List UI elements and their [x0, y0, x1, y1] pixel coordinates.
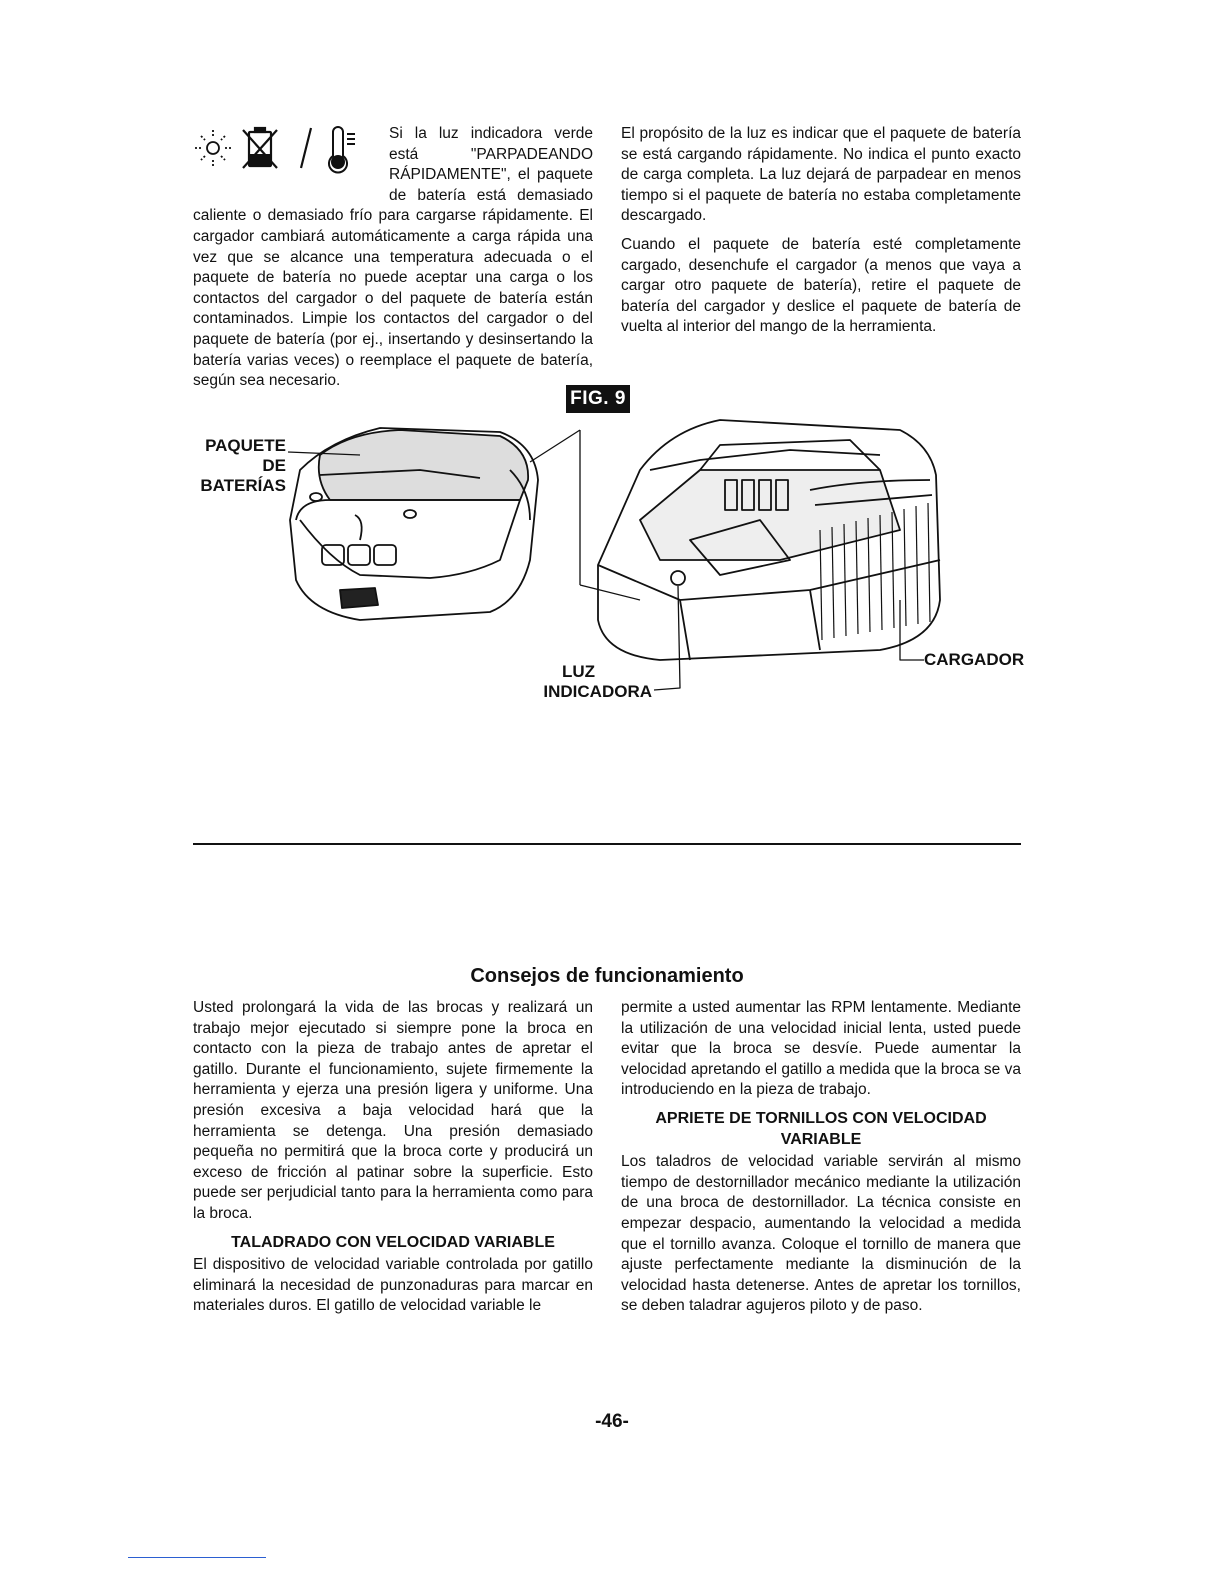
variable-speed-continuation-paragraph: permite a usted aumentar las RPM lentamente. Mediante la utilización de una velocidad inicial lenta, usted puede evitar que la broca se desvíe. Puede aumentar la velocidad apretando el gatillo a medida que la broca se va introduciendo en la pieza de trabajo.	[621, 999, 1021, 1099]
page-number: -46-	[595, 1411, 629, 1432]
section-divider	[193, 843, 1021, 845]
charger-label: CARGADOR	[924, 650, 1025, 669]
figure-illustration	[0, 0, 1224, 720]
battery-pack-label	[200, 436, 286, 496]
charger-blinking-explanation: Si la luz indicadora verde está "PARPADEANDO RÁPIDAMENTE", el paquete de batería está demasiado caliente o demasiado frío para cargarse rápidamente. El cargador cambiará automáticamente a carga rápida una vez que se alcance una temperatura adecuada o el paquete de batería no puede aceptar una carga o los contactos del cargador o del paquete de batería están contaminados. Limpie los contactos del cargador o del paquete de batería (por ej., insertando y desinsertando la batería varias veces) o reemplace el paquete de batería, según sea necesario.	[193, 125, 593, 390]
battery-pack-drawing	[290, 428, 538, 620]
bottom-left-column	[193, 998, 593, 1325]
operating-tips-paragraph: Usted prolongará la vida de las brocas y realizará un trabajo mejor ejecutado si siempre pone la broca en contacto con la pieza de trabajo antes de apretar el gatillo. Durante el funcionamiento, sujete firmemente la herramienta y ejerza una presión ligera y uniforme. Una presión excesiva a baja velocidad hará que la herramienta se detenga. Una presión demasiado pequeña no permitirá que la broca corte y producirá un exceso de fricción al patinar sobre la superficie. Esto puede ser perjudicial tanto para la herramienta como para la broca.	[193, 999, 593, 1222]
indicator-light-label-line2: INDICADORA	[543, 682, 652, 701]
bottom-edge-line	[128, 1557, 266, 1558]
section-title: Consejos de funcionamiento	[470, 965, 744, 987]
variable-speed-screwdriving-paragraph: Los taladros de velocidad variable servirán al mismo tiempo de destornillador mecánico mediante la utilización de una broca de destornillador. La técnica consiste en empezar despacio, aumentando la velocidad a medida que el tornillo avanza. Coloque el tornillo de manera que ajuste perfectamente mediante la disminución de la velocidad hasta detenerse. Antes de apretar los tornillos, se deben taladrar agujeros piloto y de paso.	[621, 1153, 1021, 1315]
variable-speed-screwdriving-heading: APRIETE DE TORNILLOS CON VELOCIDAD VARIABLE	[655, 1109, 987, 1148]
indicator-light-label	[528, 662, 652, 702]
battery-pack-label-line1: PAQUETE DE	[205, 436, 286, 475]
bottom-right-column	[621, 998, 1021, 1325]
light-purpose-paragraph: El propósito de la luz es indicar que el paquete de batería se está cargando rápidamente. No indica el punto exacto de carga completa. La luz dejará de parpadear en menos tiempo si el paquete de batería no estaba completamente descargado.	[621, 125, 1021, 225]
variable-speed-drilling-heading: TALADRADO CON VELOCIDAD VARIABLE	[231, 1233, 555, 1251]
fully-charged-paragraph: Cuando el paquete de batería esté completamente cargado, desenchufe el cargador (a menos que vaya a cargar otro paquete de batería), retire el paquete de batería del cargador y deslice el paquete de batería de vuelta al interior del mango de la herramienta.	[621, 235, 1021, 336]
figure-badge: FIG. 9	[566, 385, 630, 413]
battery-pack-label-line2: BATERÍAS	[200, 476, 286, 495]
variable-speed-drilling-paragraph: El dispositivo de velocidad variable controlada por gatillo eliminará la necesidad de punzonaduras para marcar en materiales duros. El gatillo de velocidad variable le	[193, 1256, 593, 1315]
charger-drawing	[598, 420, 940, 660]
indicator-light-label-line1: LUZ	[562, 662, 596, 681]
